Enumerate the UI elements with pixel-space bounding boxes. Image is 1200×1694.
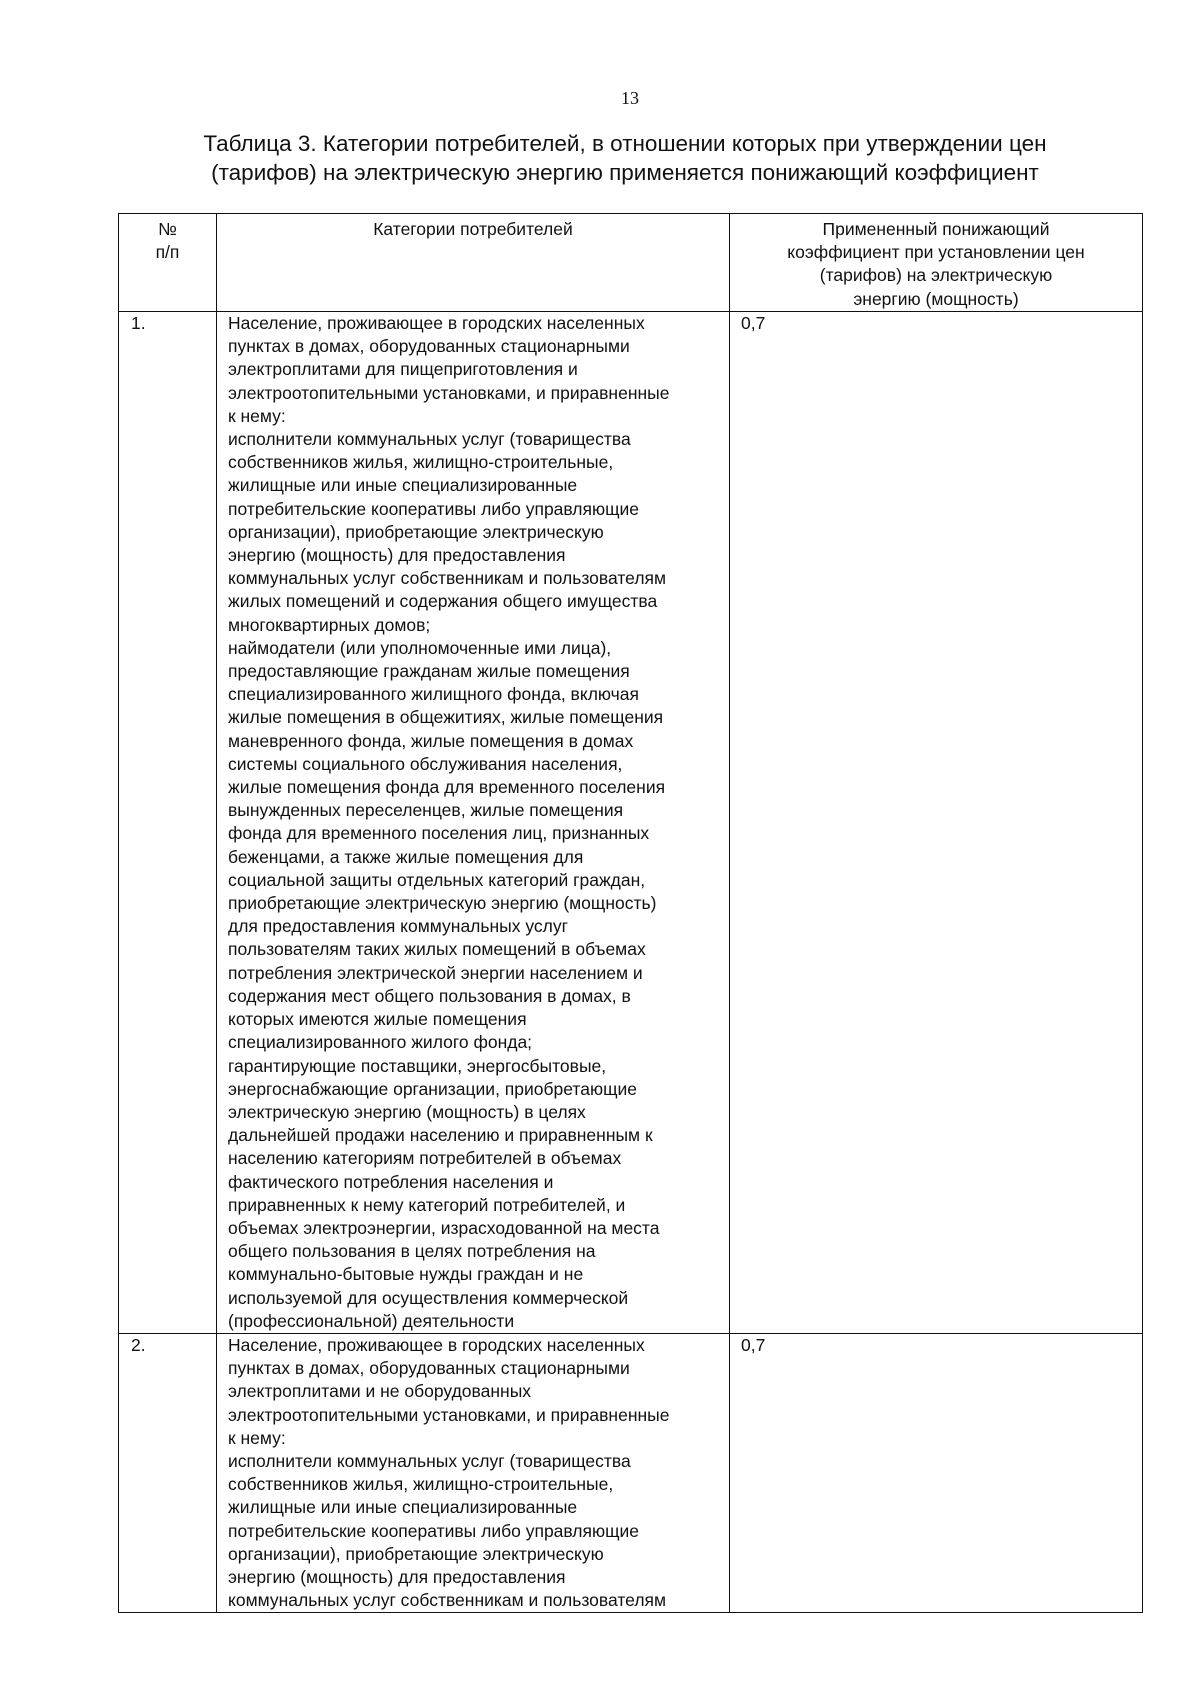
- category-line: организации), приобретающие электрическую: [228, 521, 604, 542]
- header-number: [119, 214, 217, 312]
- category-line: к нему:: [228, 405, 286, 426]
- category-line: общего пользования в целях потребления на: [228, 1241, 596, 1262]
- category-line: энергию (мощность) для предоставления: [228, 1566, 566, 1587]
- header-coefficient-line: коэффициент при установлении цен: [787, 242, 1085, 263]
- category-line: (профессиональной) деятельности: [228, 1310, 515, 1331]
- category-line: жилищные или иные специализированные: [228, 1497, 578, 1518]
- header-coefficient-line: Примененный понижающий: [822, 219, 1050, 239]
- row-category: [217, 1333, 730, 1612]
- table-title-line: Таблица 3. Категории потребителей, в отношении которых при утверждении цен: [203, 131, 1047, 156]
- category-line: системы социального обслуживания населения,: [228, 753, 623, 774]
- category-line: жилищные или иные специализированные: [228, 475, 578, 496]
- category-line: энергию (мощность) для предоставления: [228, 545, 566, 566]
- category-line: организации), приобретающие электрическую: [228, 1543, 604, 1564]
- category-line: электрическую энергию (мощность) в целях: [228, 1101, 586, 1122]
- category-line: электроотопительными установками, и приравненные: [228, 1404, 670, 1425]
- category-line: жилых помещений и содержания общего имущества: [228, 591, 658, 612]
- header-number-line: №: [158, 219, 177, 239]
- category-line: Население, проживающее в городских населенных: [228, 313, 645, 333]
- category-line: потребительские кооперативы либо управляющие: [228, 498, 640, 519]
- category-line: вынужденных переселенцев, жилые помещения: [228, 800, 624, 821]
- category-line: беженцами, а также жилые помещения для: [228, 846, 584, 867]
- row-category: [217, 312, 730, 1334]
- category-line: энергоснабжающие организации, приобретающие: [228, 1078, 637, 1099]
- table-row: [119, 312, 1143, 1334]
- category-line: собственников жилья, жилищно-строительные,: [228, 1474, 614, 1495]
- table-header-row: [119, 214, 1143, 312]
- consumer-categories-table: [118, 213, 1143, 1613]
- category-line: социальной защиты отдельных категорий граждан,: [228, 869, 646, 890]
- category-line: пользователям таких жилых помещений в объемах: [228, 939, 646, 960]
- page-number: 13: [621, 88, 639, 108]
- category-line: приобретающие электрическую энергию (мощность): [228, 893, 657, 914]
- category-line: фактического потребления населения и: [228, 1171, 554, 1192]
- row-coefficient: 0,7: [730, 1333, 1143, 1612]
- category-line: наймодатели (или уполномоченные ими лица),: [228, 637, 612, 658]
- category-line: собственников жилья, жилищно-строительные,: [228, 452, 614, 473]
- category-line: электроотопительными установками, и приравненные: [228, 382, 670, 403]
- row-number: 2.: [119, 1333, 217, 1612]
- category-line: электроплитами для пищеприготовления и: [228, 359, 578, 380]
- row-coefficient: 0,7: [730, 312, 1143, 1334]
- category-line: населению категориям потребителей в объемах: [228, 1148, 622, 1169]
- category-line: Население, проживающее в городских населенных: [228, 1334, 645, 1355]
- category-line: фонда для временного поселения лиц, признанных: [228, 823, 650, 844]
- header-coefficient-line: энергию (мощность): [853, 288, 1019, 309]
- category-line: потребления электрической энергии населением и: [228, 962, 643, 983]
- category-line: гарантирующие поставщики, энергосбытовые,: [228, 1055, 607, 1076]
- category-line: исполнители коммунальных услуг (товарищества: [228, 429, 631, 450]
- category-line: которых имеются жилые помещения: [228, 1009, 527, 1030]
- category-line: коммунальных услуг собственникам и пользователям: [228, 1590, 667, 1611]
- category-line: маневренного фонда, жилые помещения в домах: [228, 730, 634, 751]
- category-line: для предоставления коммунальных услуг: [228, 916, 569, 937]
- category-line: коммунально-бытовые нужды граждан и не: [228, 1264, 584, 1285]
- category-line: коммунальных услуг собственникам и пользователям: [228, 568, 667, 589]
- category-line: исполнители коммунальных услуг (товарищества: [228, 1450, 631, 1471]
- category-line: содержания мест общего пользования в домах, в: [228, 985, 631, 1006]
- category-line: специализированного жилищного фонда, включая: [228, 684, 639, 705]
- category-line: используемой для осуществления коммерческой: [228, 1287, 629, 1308]
- category-line: электроплитами и не оборудованных: [228, 1381, 532, 1402]
- category-line: жилые помещения в общежитиях, жилые помещения: [228, 707, 664, 728]
- category-line: многоквартирных домов;: [228, 614, 431, 635]
- table-title-line: (тарифов) на электрическую энергию применяется понижающий коэффициент: [211, 160, 1039, 185]
- header-category: Категории потребителей: [217, 214, 730, 312]
- table-row: [119, 1333, 1143, 1612]
- category-line: объемах электроэнергии, израсходованной на места: [228, 1217, 660, 1238]
- header-coefficient: [730, 214, 1143, 312]
- category-line: дальнейшей продажи населению и приравненным к: [228, 1125, 653, 1146]
- header-number-line: п/п: [155, 242, 180, 263]
- category-line: предоставляющие гражданам жилые помещения: [228, 661, 630, 682]
- category-line: пунктах в домах, оборудованных стационарными: [228, 1358, 630, 1379]
- category-line: к нему:: [228, 1427, 286, 1448]
- category-line: потребительские кооперативы либо управляющие: [228, 1520, 640, 1541]
- category-line: специализированного жилого фонда;: [228, 1032, 533, 1053]
- header-coefficient-line: (тарифов) на электрическую: [819, 265, 1053, 286]
- category-line: пунктах в домах, оборудованных стационарными: [228, 336, 630, 357]
- category-line: приравненных к нему категорий потребителей, и: [228, 1194, 626, 1215]
- table-title: [150, 129, 1100, 187]
- category-line: жилые помещения фонда для временного поселения: [228, 777, 666, 798]
- row-number: 1.: [119, 312, 217, 1334]
